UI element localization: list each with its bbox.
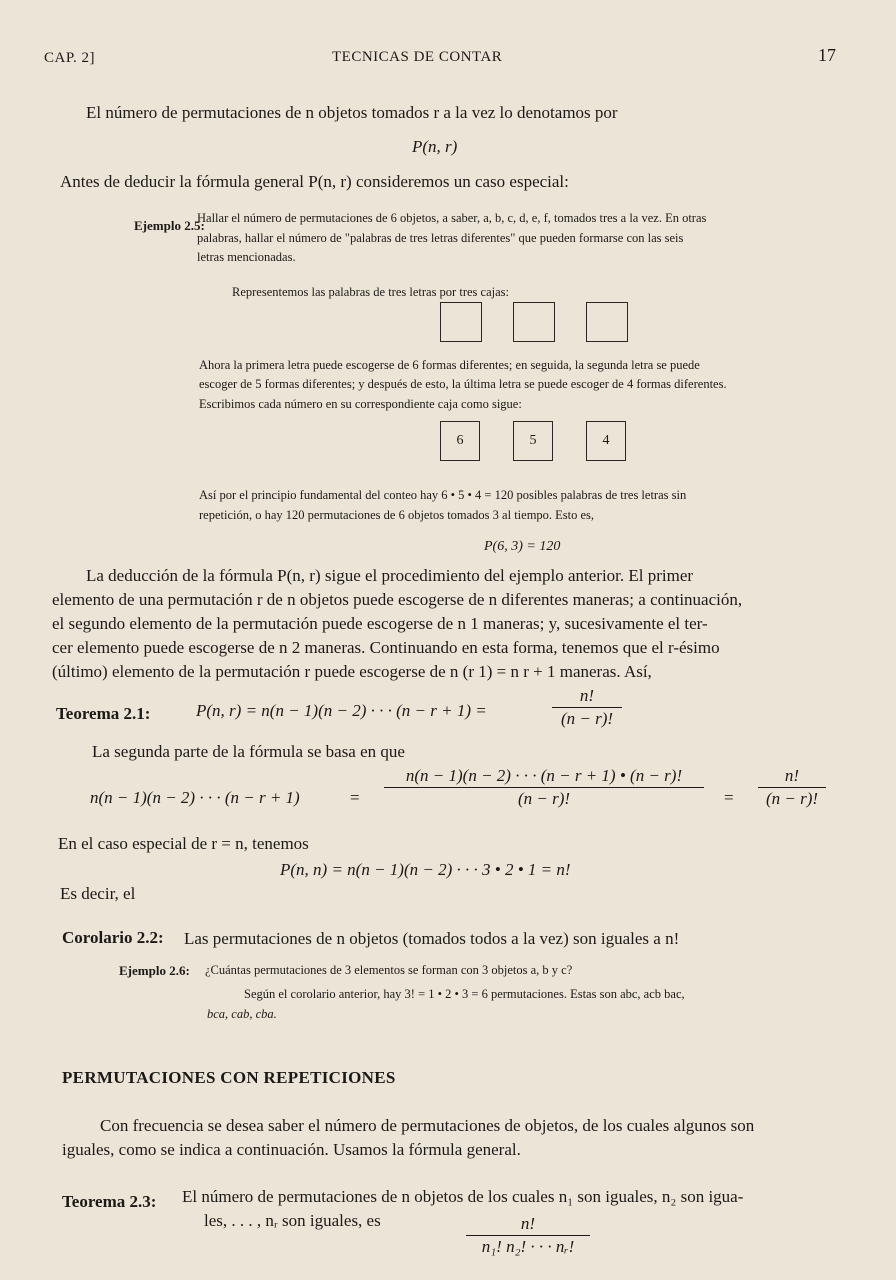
section-line-2: iguales, como se indica a continuación. Usamos la fórmula general. bbox=[62, 1140, 521, 1159]
deduction-line-3: el segundo elemento de la permutación puede escogerse de n 1 maneras; y, sucesivamente el ter- bbox=[52, 614, 708, 633]
second-part-fraction-2 bbox=[758, 766, 826, 809]
example-2-5-line-2: palabras, hallar el número de "palabras de tres letras diferentes" que pueden formarse con las seis bbox=[197, 231, 684, 245]
theorem-2-3-line-2: les, . . . , nᵣ son iguales, es bbox=[204, 1211, 381, 1230]
es-decir-text: Es decir, el bbox=[60, 884, 136, 903]
theorem-2-3-line-1: El número de permutaciones de n objetos de los cuales n₁ son iguales, n₂ son igua- bbox=[182, 1187, 744, 1206]
theorem-2-3-label: Teorema 2.3: bbox=[62, 1192, 157, 1211]
second-part-text: La segunda parte de la fórmula se basa en que bbox=[92, 742, 405, 761]
special-case-formula: P(n, n) = n(n − 1)(n − 2) · · · 3 • 2 • 1 = n! bbox=[280, 860, 571, 879]
intro-line-2: Antes de deducir la fórmula general P(n, r) consideremos un caso especial: bbox=[60, 172, 569, 191]
fraction-2-numerator: n! bbox=[784, 766, 800, 785]
theorem-2-1-fraction bbox=[552, 686, 622, 729]
example-2-6-question: ¿Cuántas permutaciones de 3 elementos se forman con 3 objetos a, b y c? bbox=[205, 963, 573, 977]
corollary-2-2-label: Corolario 2.2: bbox=[62, 928, 164, 947]
section-line-1: Con frecuencia se desea saber el número de permutaciones de objetos, de los cuales algunos son bbox=[100, 1116, 755, 1135]
intro-notation: P(n, r) bbox=[412, 137, 458, 156]
equals-sign-2: = bbox=[724, 788, 734, 807]
fraction-bar bbox=[466, 1235, 590, 1236]
boxes-intro: Representemos las palabras de tres letras por tres cajas: bbox=[232, 285, 509, 299]
example-2-6-answer-line-2: bca, cab, cba. bbox=[207, 1007, 277, 1021]
example-2-5-para2-line-1: Ahora la primera letra puede escogerse de 6 formas diferentes; en seguida, la segunda letra se puede bbox=[199, 358, 700, 372]
empty-box-2 bbox=[513, 302, 555, 342]
deduction-line-1: La deducción de la fórmula P(n, r) sigue el procedimiento del ejemplo anterior. El primer bbox=[86, 566, 694, 585]
example-2-6-answer-line-1: Según el corolario anterior, hay 3! = 1 • 2 • 3 = 6 permutaciones. Estas son abc, acb bac, bbox=[244, 987, 685, 1001]
theorem-2-1-denominator: (n − r)! bbox=[560, 709, 614, 728]
special-case-text: En el caso especial de r = n, tenemos bbox=[58, 834, 309, 853]
second-part-lhs: n(n − 1)(n − 2) · · · (n − r + 1) bbox=[90, 788, 300, 807]
filled-box-3: 4 bbox=[586, 421, 626, 461]
deduction-line-2: elemento de una permutación r de n objetos puede escogerse de n diferentes maneras; a continuación, bbox=[52, 590, 743, 609]
fraction-1-numerator: n(n − 1)(n − 2) · · · (n − r + 1) • (n − r)! bbox=[405, 766, 683, 785]
running-title: TECNICAS DE CONTAR bbox=[332, 49, 503, 65]
example-2-6-label: Ejemplo 2.6: bbox=[119, 963, 190, 978]
corollary-2-2-text: Las permutaciones de n objetos (tomados todos a la vez) son iguales a n! bbox=[184, 929, 680, 948]
fraction-bar bbox=[384, 787, 704, 788]
theorem-2-3-denominator: n₁! n₂! · · · nᵣ! bbox=[481, 1237, 575, 1256]
example-2-5-label: Ejemplo 2.5: bbox=[134, 218, 205, 233]
example-2-5-para2-line-2: escoger de 5 formas diferentes; y después de esto, la última letra se puede escoger de 4 formas diferentes. bbox=[199, 377, 727, 391]
example-2-5-para3-line-1: Así por el principio fundamental del conteo hay 6 • 5 • 4 = 120 posibles palabras de tres letras sin bbox=[199, 488, 687, 502]
fraction-2-denominator: (n − r)! bbox=[765, 789, 819, 808]
example-2-5-result: P(6, 3) = 120 bbox=[484, 539, 561, 554]
theorem-2-3-fraction bbox=[466, 1214, 590, 1257]
deduction-line-5: (último) elemento de la permutación r puede escogerse de n (r 1) = n r + 1 maneras. Así, bbox=[52, 662, 652, 681]
empty-box-1 bbox=[440, 302, 482, 342]
second-part-fraction-1 bbox=[384, 766, 704, 809]
theorem-2-1-numerator: n! bbox=[579, 686, 595, 705]
empty-box-3 bbox=[586, 302, 628, 342]
deduction-line-4: cer elemento puede escogerse de n 2 maneras. Continuando en esta forma, tenemos que el r-ésimo bbox=[52, 638, 720, 657]
example-2-5-para3-line-2: repetición, o hay 120 permutaciones de 6 objetos tomados 3 al tiempo. Esto es, bbox=[199, 508, 595, 522]
chapter-label: CAP. 2] bbox=[44, 50, 96, 66]
fraction-1-denominator: (n − r)! bbox=[517, 789, 571, 808]
bleed-through bbox=[520, 60, 524, 77]
section-title: PERMUTACIONES CON REPETICIONES bbox=[62, 1068, 396, 1087]
intro-line-1: El número de permutaciones de n objetos tomados r a la vez lo denotamos por bbox=[86, 103, 618, 122]
fraction-bar bbox=[552, 707, 622, 708]
filled-box-2: 5 bbox=[513, 421, 553, 461]
example-2-5-line-1: Hallar el número de permutaciones de 6 objetos, a saber, a, b, c, d, e, f, tomados tres a la vez. En otras bbox=[197, 211, 707, 225]
theorem-2-3-numerator: n! bbox=[520, 1214, 536, 1233]
equals-sign-1: = bbox=[350, 788, 360, 807]
fraction-bar bbox=[758, 787, 826, 788]
theorem-2-1-label: Teorema 2.1: bbox=[56, 704, 151, 723]
theorem-2-1-formula: P(n, r) = n(n − 1)(n − 2) · · · (n − r + 1) = bbox=[196, 701, 487, 720]
example-2-5-para2-line-3: Escribimos cada número en su correspondiente caja como sigue: bbox=[199, 397, 522, 411]
page-number: 17 bbox=[818, 45, 836, 65]
example-2-5-line-3: letras mencionadas. bbox=[197, 250, 296, 264]
filled-box-1: 6 bbox=[440, 421, 480, 461]
